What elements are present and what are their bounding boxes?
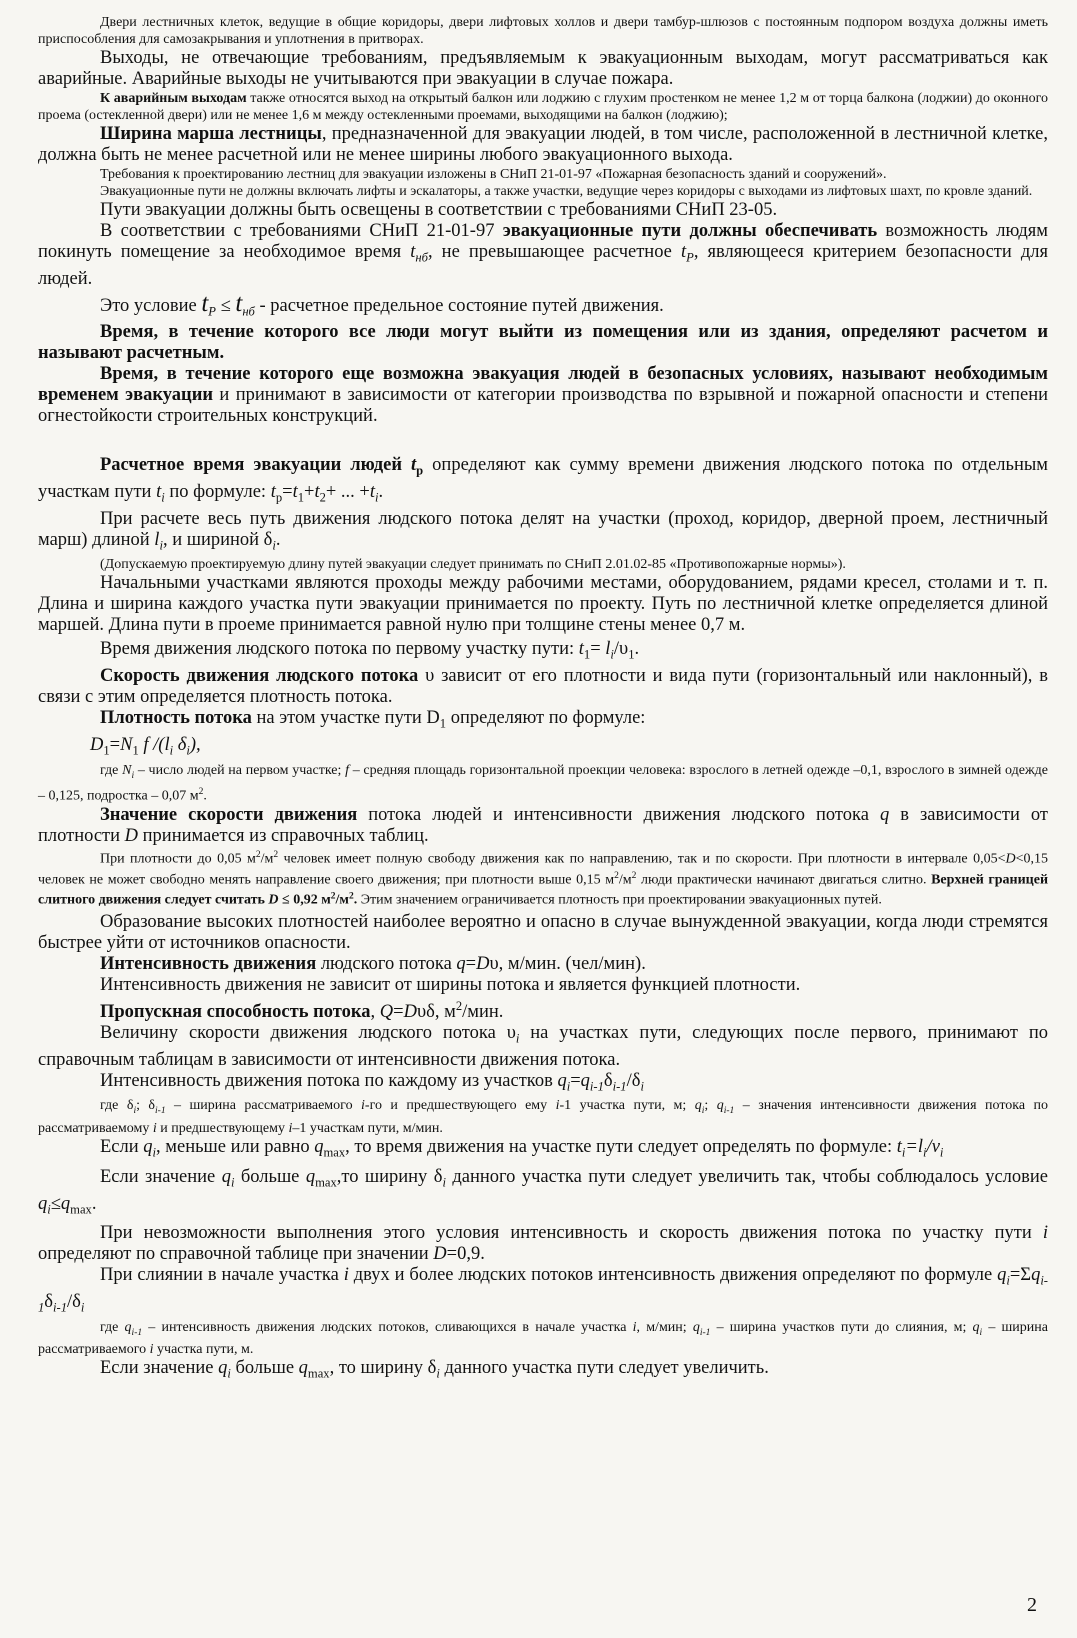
text-run: Скорость движения людского потока: [100, 666, 419, 687]
text-run: больше: [230, 1358, 299, 1379]
text-run: i: [436, 1367, 440, 1382]
body-paragraph: [38, 1023, 1048, 1071]
text-run: i: [186, 743, 190, 758]
text-run: , являющееся критерием безопасности для людей.: [38, 242, 1048, 289]
text-run: ,: [370, 1002, 380, 1023]
text-run: где δ: [100, 1098, 134, 1114]
text-run: t: [578, 639, 584, 660]
text-run: эвакуационные пути должны обеспечивать: [502, 221, 878, 241]
text-run: i: [152, 1121, 157, 1137]
text-run: люди практически начинают двигаться слитно.: [636, 872, 932, 888]
text-run: i: [1042, 1223, 1048, 1244]
text-run: ),: [189, 734, 201, 755]
text-run: q: [557, 1070, 567, 1091]
text-run: 2: [319, 490, 326, 505]
text-run: Интенсивность движения потока по каждому из участков: [100, 1070, 558, 1091]
text-run: /м: [335, 892, 349, 908]
text-run: 2: [631, 870, 637, 881]
text-run: - расчетное предельное состояние путей движения.: [254, 295, 664, 316]
text-run: Интенсивность движения не зависит от ширины потока и является функцией плотности.: [100, 974, 801, 995]
text-run: , то время движения на участке пути следует определять по формуле:: [345, 1137, 897, 1158]
body-paragraph: [38, 1265, 1048, 1318]
text-run: max: [70, 1202, 92, 1217]
text-run: N: [122, 762, 132, 778]
text-run: i: [939, 1145, 944, 1160]
body-paragraph: [38, 735, 1048, 762]
text-run: данного участка пути следует увеличить.: [439, 1358, 769, 1379]
body-paragraph: [38, 1071, 1048, 1098]
text-run: – ширина участков пути до слияния, м;: [710, 1319, 973, 1335]
text-run: <0,15 человек не может свободно менять направление своего движения; при плотности выше 0,15 м: [38, 851, 1048, 888]
text-run: 2: [255, 849, 261, 860]
text-run: q: [1031, 1265, 1041, 1286]
body-paragraph: [38, 1223, 1048, 1265]
note-paragraph: [38, 1097, 1048, 1137]
text-run: Пути эвакуации должны быть освещены в соответствии с требованиями СНиП 23-05.: [100, 200, 778, 220]
text-run: i: [161, 490, 165, 505]
text-run: =: [109, 734, 121, 755]
note-paragraph: [38, 556, 1048, 573]
text-run: .: [91, 1193, 97, 1214]
text-run: При невозможности выполнения этого условия интенсивность и скорость движения потока по участку пути: [100, 1223, 1043, 1244]
text-run: =: [905, 1137, 918, 1158]
text-run: на участках пути, следующих после первого, принимают по справочным таблицам в зависимости от интенсивности движения потока.: [38, 1023, 1048, 1070]
text-run: /υ: [613, 639, 629, 660]
text-run: Этим значением ограничивается плотность при проектировании эвакуационных путей.: [357, 892, 882, 908]
text-run: i: [272, 538, 276, 553]
text-run: Выходы, не отвечающие требованиям, предъявляемым к эвакуационным выходам, могут рассматриваться как аварийные. Аварийные выходы не учитываются при эвакуации в случае пожара.: [38, 48, 1048, 89]
text-run: Величину скорости движения людского потока υ: [100, 1023, 516, 1044]
text-run: P: [686, 250, 694, 265]
body-paragraph: [38, 509, 1048, 557]
text-run: – число людей на первом участке;: [134, 762, 346, 778]
text-run: и предшествующему: [156, 1121, 289, 1137]
body-paragraph: [38, 322, 1048, 364]
text-run: , меньше или равно: [156, 1137, 315, 1158]
body-paragraph: [38, 708, 1048, 735]
text-run: .: [378, 482, 384, 503]
text-run: Ширина марша лестницы: [100, 124, 322, 144]
text-run: q: [314, 1137, 324, 1158]
body-paragraph: [38, 666, 1048, 708]
body-paragraph: [38, 912, 1048, 954]
text-run: t: [680, 242, 687, 262]
text-run: , и шириной δ: [162, 529, 273, 550]
text-run: и принимают в зависимости от категории производства по взрывной и пожарной опасности и степени огнестойкости строительных конструкций.: [38, 385, 1048, 427]
text-run: В соответствии с требованиями СНиП 21-01-97: [100, 221, 503, 241]
text-run: i: [555, 1098, 560, 1114]
text-run: D: [90, 734, 104, 755]
text-run: нб: [415, 250, 428, 265]
body-paragraph: [38, 975, 1048, 996]
text-run: max: [315, 1175, 337, 1190]
body-paragraph: [38, 221, 1048, 290]
text-run: i: [566, 1079, 571, 1094]
text-run: f /(l: [138, 734, 170, 755]
text-run: i: [1006, 1274, 1010, 1288]
text-run: Q: [379, 1002, 394, 1023]
text-run: p: [275, 490, 283, 505]
text-run: данного участка пути следует увеличить так, чтобы соблюдалось условие: [445, 1166, 1048, 1187]
text-run: t: [369, 482, 376, 503]
text-run: Время движения людского потока по первому участку пути:: [100, 639, 579, 660]
text-run: i: [80, 1300, 85, 1315]
text-run: – значения интенсивности движения потока по рассматриваемому: [38, 1098, 1049, 1137]
text-run: /мин.: [462, 1002, 504, 1023]
text-run: i: [288, 1121, 293, 1137]
body-paragraph: [38, 48, 1048, 90]
text-run: +: [304, 482, 315, 503]
text-run: N: [120, 734, 133, 755]
text-run: , то ширину δ: [329, 1358, 437, 1379]
text-run: -го и предшествующего ему: [364, 1098, 556, 1114]
text-run: t: [292, 482, 298, 503]
text-run: Если значение: [100, 1358, 219, 1379]
text-run: i: [133, 1106, 137, 1117]
body-paragraph: [38, 364, 1048, 427]
text-run: 1: [628, 648, 635, 663]
text-run: i: [149, 1342, 154, 1358]
text-run: q: [218, 1358, 228, 1379]
text-run: i: [640, 1079, 644, 1094]
text-run: i-1: [38, 1274, 1048, 1315]
text-run: i-1: [699, 1327, 711, 1338]
text-run: 1: [132, 743, 139, 758]
text-run: 2: [330, 891, 336, 902]
body-paragraph: [38, 455, 1048, 508]
text-run: q: [305, 1166, 316, 1187]
text-run: i: [131, 770, 135, 781]
body-paragraph: [38, 1137, 1048, 1164]
text-run: t: [410, 242, 416, 262]
text-run: i: [361, 1098, 365, 1114]
note-paragraph: [38, 1319, 1048, 1359]
text-run: D: [476, 953, 490, 974]
text-run: , предназначенной для эвакуации людей, в том числе, расположенной в лестничной клетке, должна быть не менее расчетной или не менее ширины любого эвакуационного выхода.: [38, 124, 1048, 165]
text-run: 1: [103, 743, 110, 758]
text-run: – средняя площадь горизонтальной проекции человека: взрослого в летней одежде –0,1, взрослого в зимней одежде – 0,125, подростка – 0,07 м: [38, 762, 1048, 804]
text-run: 1: [583, 648, 591, 663]
text-run: =: [590, 639, 606, 660]
text-run: i: [169, 743, 174, 758]
text-run: потока людей и интенсивности движения людского потока: [357, 804, 880, 825]
text-run: , м/мин;: [636, 1319, 693, 1335]
text-run: i: [515, 1031, 520, 1046]
text-run: υ зависит от его плотности и вида пути (горизонтальный или наклонный), в связи с этим определяется плотность потока.: [38, 666, 1048, 708]
text-run: -1 участка пути, м;: [559, 1098, 695, 1114]
text-run: q: [38, 1193, 48, 1214]
text-run: i: [152, 1145, 157, 1160]
text-run: на этом участке пути D: [251, 708, 440, 729]
text-run: принимается из справочных таблиц.: [138, 825, 429, 846]
text-run: Эвакуационные пути не должны включать лифты и эскалаторы, а также участки, ведущие через коридоры с выходами из лифтовых шахт, по кровле зданий.: [100, 184, 1033, 199]
text-run: 1: [439, 716, 447, 731]
text-run: 1: [297, 490, 304, 505]
text-run: возможность людям покинуть помещение за необходимое время: [38, 221, 1048, 262]
text-run: q: [692, 1319, 700, 1335]
text-run: D: [1005, 851, 1016, 867]
text-run: max: [323, 1145, 346, 1160]
text-run: t: [270, 482, 276, 503]
text-run: l: [605, 639, 611, 660]
text-run: i-1: [723, 1106, 735, 1117]
text-run: l: [917, 1137, 924, 1158]
text-run: по формуле:: [164, 482, 271, 503]
text-run: q: [580, 1070, 590, 1091]
text-run: =Σ: [1009, 1265, 1032, 1286]
text-run: 2: [455, 998, 463, 1013]
text-run: δ: [603, 1070, 613, 1091]
text-run: δ: [44, 1292, 54, 1312]
text-run: 2: [348, 891, 354, 902]
note-paragraph: [38, 762, 1048, 805]
text-run: υ, м/мин. (чел/мин).: [489, 953, 646, 974]
text-run: D: [124, 825, 139, 846]
text-run: i: [979, 1327, 983, 1338]
text-run: Образование высоких плотностей наиболее вероятно и опасно в случае вынужденной эвакуации, когда люди стремятся быстрее уйти от источников опасности.: [38, 911, 1048, 953]
text-run: 2: [198, 787, 204, 798]
body-paragraph: [38, 996, 1048, 1023]
text-run: q: [60, 1193, 71, 1214]
text-run: /: [926, 1137, 932, 1158]
text-run: t: [896, 1137, 902, 1158]
note-paragraph: [38, 14, 1048, 48]
text-run: ≤: [215, 295, 236, 316]
text-run: ,то ширину δ: [336, 1166, 443, 1187]
note-paragraph: [38, 847, 1048, 909]
text-run: q: [694, 1098, 702, 1114]
text-run: где: [100, 1319, 125, 1335]
text-run: ; δ: [136, 1098, 156, 1114]
text-run: Время, в течение которого еще возможна эвакуация людей в безопасных условиях, называют необходимым временем эвакуации: [38, 364, 1048, 406]
text-run: t: [156, 482, 162, 503]
text-run: – ширина рассматриваемого: [165, 1098, 362, 1114]
body-paragraph: [38, 200, 1048, 221]
document-page: [38, 14, 1048, 1385]
text-run: 2: [273, 849, 279, 860]
text-run: D: [268, 892, 279, 908]
text-run: двух и более людских потоков интенсивность движения определяют по формуле: [348, 1265, 998, 1286]
text-run: i-1: [612, 1079, 627, 1094]
text-run: i-1: [155, 1106, 166, 1117]
text-run: i: [610, 648, 614, 663]
text-run: t: [201, 289, 209, 317]
text-run: =: [393, 1002, 404, 1023]
body-paragraph: [38, 573, 1048, 636]
text-run: нб: [242, 304, 255, 319]
text-run: q: [298, 1358, 308, 1379]
text-run: i-1: [131, 1327, 143, 1338]
text-run: i: [901, 1145, 906, 1160]
body-paragraph: [38, 639, 1048, 666]
text-run: p: [416, 464, 424, 479]
text-run: человек имеет полную свободу движения как по направлению, так и по скорости. При плотности в интервале 0,05<: [278, 851, 1006, 867]
text-run: q: [221, 1166, 231, 1187]
text-run: При плотности до 0,05 м: [100, 851, 256, 867]
text-run: Если значение: [100, 1166, 222, 1187]
text-run: также относятся выход на открытый балкон или лоджию с глухим простенком не менее 1,2 м от торца балкона (лоджии) до оконного проема (остекленной двери) или не менее 1,6 м между остекленными проемами, выходящими на балкон (лоджию);: [38, 91, 1048, 123]
text-run: l: [154, 529, 160, 550]
body-paragraph: [38, 1167, 1048, 1220]
text-run: К аварийным выходам: [100, 91, 247, 106]
body-paragraph: [38, 124, 1048, 166]
text-run: f: [345, 762, 349, 778]
text-run: q: [456, 953, 466, 974]
text-run: t: [314, 482, 320, 503]
text-run: –1 участкам пути, м/мин.: [292, 1121, 443, 1137]
text-run: i: [701, 1106, 705, 1117]
text-run: Время, в течение которого все люди могут выйти из помещения или из здания, определяют расчетом и называют расчетным.: [38, 322, 1048, 364]
body-paragraph: [38, 289, 1048, 323]
text-run: q: [143, 1137, 153, 1158]
text-run: определяют как сумму времени движения людского потока по отдельным участкам пути: [38, 455, 1048, 503]
text-run: людского потока: [316, 953, 457, 974]
text-run: Интенсивность движения: [100, 953, 317, 974]
text-run: q: [124, 1319, 132, 1335]
text-run: i: [47, 1202, 51, 1217]
text-run: =: [465, 953, 477, 974]
body-paragraph: [38, 805, 1048, 847]
text-run: , не превышающее расчетное: [427, 242, 681, 262]
text-run: q: [716, 1098, 724, 1114]
body-paragraph: [38, 1358, 1048, 1385]
text-run: q: [879, 804, 890, 825]
text-run: + ... +: [325, 482, 370, 503]
text-run: i: [375, 490, 379, 505]
text-run: δ: [173, 734, 187, 755]
text-run: определяют по формуле:: [446, 708, 646, 729]
text-run: Расчетное время эвакуации людей: [100, 455, 411, 476]
text-run: .: [634, 639, 640, 660]
text-run: Если: [100, 1137, 144, 1158]
text-run: Двери лестничных клеток, ведущие в общие коридоры, двери лифтовых холлов и двери тамбур-шлюзов с постоянным подпором воздуха должны иметь приспособления для самозакрывания и уплотнения в притворах.: [38, 15, 1048, 47]
text-run: ≤ 0,92 м: [278, 892, 331, 908]
text-run: max: [307, 1367, 330, 1382]
text-run: q: [997, 1265, 1007, 1286]
text-run: Верхней границей слитного движения следует считать: [38, 872, 1049, 908]
text-run: /δ: [67, 1292, 81, 1312]
body-paragraph: [38, 954, 1048, 975]
text-run: в зависимости от плотности: [38, 804, 1048, 846]
text-run: – интенсивность движения людских потоков, сливающихся в начале участка: [142, 1319, 633, 1335]
text-run: 2: [614, 870, 619, 881]
text-run: больше: [234, 1166, 306, 1187]
text-run: =: [282, 482, 293, 503]
note-paragraph: [38, 90, 1048, 124]
text-run: υδ, м: [416, 1002, 456, 1023]
text-run: =: [570, 1070, 581, 1091]
text-run: q: [972, 1319, 980, 1335]
text-run: (Допускаемую проектируемую длину путей эвакуации следует принимать по СНиП 2.01.02-85 «Противопожарные нормы»).: [100, 557, 846, 573]
text-run: /м: [260, 851, 274, 867]
text-run: D: [433, 1244, 447, 1265]
text-run: i: [343, 1265, 349, 1286]
text-run: v: [931, 1137, 940, 1158]
text-run: .: [203, 788, 207, 804]
text-run: .: [353, 892, 358, 908]
text-run: Это условие: [100, 295, 202, 316]
note-paragraph: [38, 166, 1048, 183]
text-run: /δ: [626, 1070, 641, 1091]
text-run: i: [230, 1175, 235, 1190]
text-run: Плотность потока: [100, 708, 252, 729]
text-run: Требования к проектированию лестниц для эвакуации изложены в СНиП 21-01-97 «Пожарная безопасность зданий и сооружений».: [100, 167, 887, 182]
text-run: i-1: [53, 1300, 67, 1315]
text-run: =0,9.: [446, 1244, 485, 1265]
page-number: 2: [1027, 1594, 1037, 1616]
text-run: D: [403, 1002, 417, 1023]
text-run: Начальными участками являются проходы между рабочими местами, оборудованием, рядами кресел, столами и т. п. Длина и ширина каждого участка пути эвакуации принимается по проекту. Путь по лестничной клетке определяется длиной маршей. Длина пути в проеме принимается равной нулю при толщине стены менее 0,7 м.: [38, 573, 1048, 636]
text-run: /м: [618, 872, 632, 888]
text-run: ;: [704, 1098, 717, 1114]
text-run: где: [100, 762, 123, 778]
text-run: t: [411, 455, 417, 476]
text-run: i: [632, 1319, 637, 1335]
text-run: .: [275, 529, 281, 550]
text-run: i: [923, 1145, 927, 1160]
text-run: участка пути, м.: [153, 1342, 254, 1358]
text-run: i-1: [589, 1079, 604, 1094]
text-run: i: [227, 1367, 231, 1382]
note-paragraph: [38, 183, 1048, 200]
text-run: Значение скорости движения: [100, 804, 358, 825]
text-run: При расчете весь путь движения людского потока делят на участки (проход, коридор, дверной проем, лестничный марш) длиной: [38, 508, 1048, 550]
text-run: P: [208, 304, 216, 319]
text-run: определяют по справочной таблице при значении: [38, 1244, 434, 1265]
text-run: i: [442, 1175, 446, 1190]
text-run: – ширина рассматриваемого: [38, 1319, 1048, 1358]
text-run: Пропускная способность потока: [100, 1002, 371, 1023]
text-run: i: [159, 538, 163, 553]
text-run: При слиянии в начале участка: [100, 1265, 344, 1286]
text-run: t: [235, 289, 243, 317]
text-run: ≤: [50, 1193, 61, 1214]
